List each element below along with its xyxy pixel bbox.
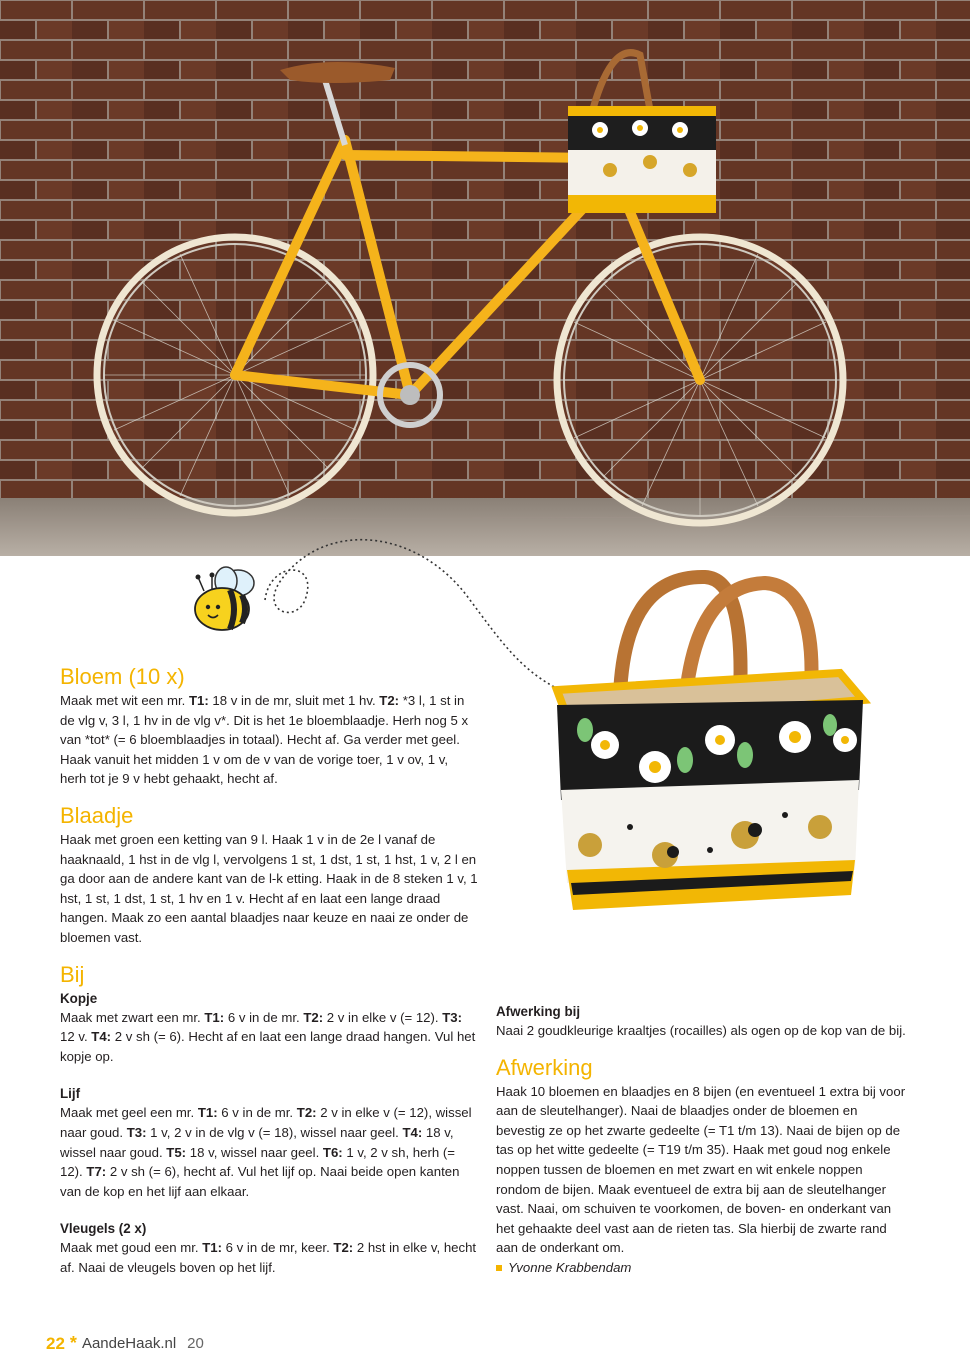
subheading-kopje: Kopje (60, 990, 98, 1006)
author-credit (496, 1258, 910, 1278)
site-name: AandeHaak.nl (81, 1335, 177, 1352)
text-run: Maak met zwart een mr. (60, 1009, 205, 1025)
round-label: T1: (204, 1009, 225, 1025)
text-run: 6 v in de mr. (217, 1105, 297, 1121)
round-label: T4: (91, 1029, 112, 1045)
text-run: 6 v in de mr, keer. (221, 1240, 334, 1256)
text-run: 1 v, 2 v sh, herh (= 12). (60, 1144, 455, 1180)
issue-number: 20 (187, 1335, 204, 1352)
round-label: T4: (402, 1124, 423, 1140)
crochet-bag-photo (545, 565, 875, 925)
subheading-vleugels: Vleugels (2 x) (60, 1221, 147, 1237)
author-name: Yvonne Krabbendam (508, 1259, 632, 1275)
paragraph-afwerking-bij: Naai 2 goudkleurige kraaltjes (rocailles) als ogen op de kop van de bij. (496, 1023, 906, 1038)
square-bullet-icon (496, 1265, 502, 1271)
round-label: T1: (197, 1105, 218, 1121)
round-label: T6: (322, 1144, 343, 1160)
paragraph-bloem (60, 691, 478, 789)
text-run: 12 v. (60, 1029, 92, 1045)
text-run: *3 l, 1 st in de vlg v, 3 l, 1 hv in de vlg v*. Dit is het 1e bloemblaadje. Herh nog 5 x van *tot* (= 6 bloemblaadjes in totaal). Hecht af. Ga verder met geel. Haak vanuit het midden 1 v om de v van de vorige toer, 1 v ov, 1 v, herh tot je 9 v hebt gehaakt, hecht af. (60, 693, 469, 787)
text-run: 2 hst in elke v, hecht af. Naai de vleugels boven op het lijf. (60, 1240, 477, 1275)
heading-blaadje: Blaadje (60, 802, 134, 828)
round-label: T1: (188, 693, 209, 708)
round-label: T1: (202, 1240, 222, 1256)
text-run: 1 v, 2 v in de vlg v (= 18), wissel naar geel. (146, 1124, 403, 1140)
bee-icon (190, 565, 270, 635)
page-number: 22 (46, 1333, 65, 1353)
text-run: 6 v in de mr. (224, 1009, 304, 1025)
round-label: T2: (296, 1105, 317, 1121)
round-label: T5: (166, 1144, 187, 1160)
round-label: T2: (333, 1240, 354, 1256)
heading-bloem: Bloem (10 x) (60, 664, 185, 689)
round-label: T3: (442, 1009, 462, 1025)
round-label: T7: (86, 1164, 107, 1180)
bicycle-photo (0, 0, 970, 556)
heading-afwerking: Afwerking (496, 1054, 593, 1080)
round-label: T2: (303, 1009, 324, 1025)
paragraph-lijf (60, 1103, 478, 1201)
round-label: T2: (379, 693, 400, 708)
text-run: Maak met geel een mr. (60, 1105, 198, 1121)
text-run: 18 v in de mr, sluit met 1 hv. (208, 693, 380, 708)
text-run: 2 v sh (= 6), hecht af. Vul het lijf op. Naai beide open kanten van de kop en het lijf aan elkaar. (60, 1164, 460, 1199)
text-run: 2 v in elke v (= 12), wissel naar goud. (60, 1105, 472, 1140)
hero-photo (0, 0, 970, 556)
subheading-afwerking-bij: Afwerking bij (496, 1004, 581, 1019)
text-run: 18 v, wissel naar goud. (60, 1124, 454, 1160)
text-run: 2 v in elke v (= 12). (323, 1009, 443, 1025)
text-run: 2 v sh (= 6). Hecht af en laat een lange draad hangen. Vul het kopje op. (60, 1029, 476, 1064)
text-run: Maak met goud een mr. (60, 1240, 203, 1256)
round-label: T3: (126, 1124, 147, 1140)
asterisk-icon: * (69, 1333, 77, 1353)
left-column (60, 664, 478, 1277)
page-footer (46, 1333, 204, 1354)
text-run: 18 v, wissel naar geel. (186, 1144, 323, 1160)
paragraph-blaadje: Haak met groen een ketting van 9 l. Haak 1 v in de 2e l vanaf de haaknaald, 1 hst in de vlg l, vervolgens 1 st, 1 dst, 1 st, 1 hst, 1 v, 2 l en ga door aan de andere kant van de l-k etting. Haak in de 8 steken 1 v, 1 hst, 1 st, 1 dst, 1 st, 1 hv en 1 v. Hecht af en laat een lange draad hangen. Maak zo een aantal blaadjes naar keuze en naai ze onder de bloemen vast. (60, 831, 478, 945)
text-run: Maak met wit een mr. (60, 693, 189, 708)
heading-bij: Bij (60, 961, 85, 987)
paragraph-afwerking: Haak 10 bloemen en blaadjes en 8 bijen (en eventueel 1 extra bij voor aan de sleutelhanger). Naai de blaadjes onder de bloemen en bevestig ze op het zwarte gedeelte (= T1 t/m 13). Naai de bijen op de tas op het witte gedeelte (= T19 t/m 35). Haak met goud nog enkele noppen tussen de bloemen en met zwart en wit enkele noppen rondom de bijen. Maak eventueel de extra bij aan de sleutelhanger vast. Naai, om schuiven te voorkomen, de boven- en onderkant van het gehaakte deel vast aan de rieten tas. Sla hierbij de zwarte rand aan de onderkant om. (496, 1083, 906, 1256)
subheading-lijf: Lijf (60, 1086, 81, 1102)
paragraph-vleugels (60, 1238, 478, 1277)
right-column (496, 1002, 910, 1278)
paragraph-kopje (60, 1008, 478, 1067)
